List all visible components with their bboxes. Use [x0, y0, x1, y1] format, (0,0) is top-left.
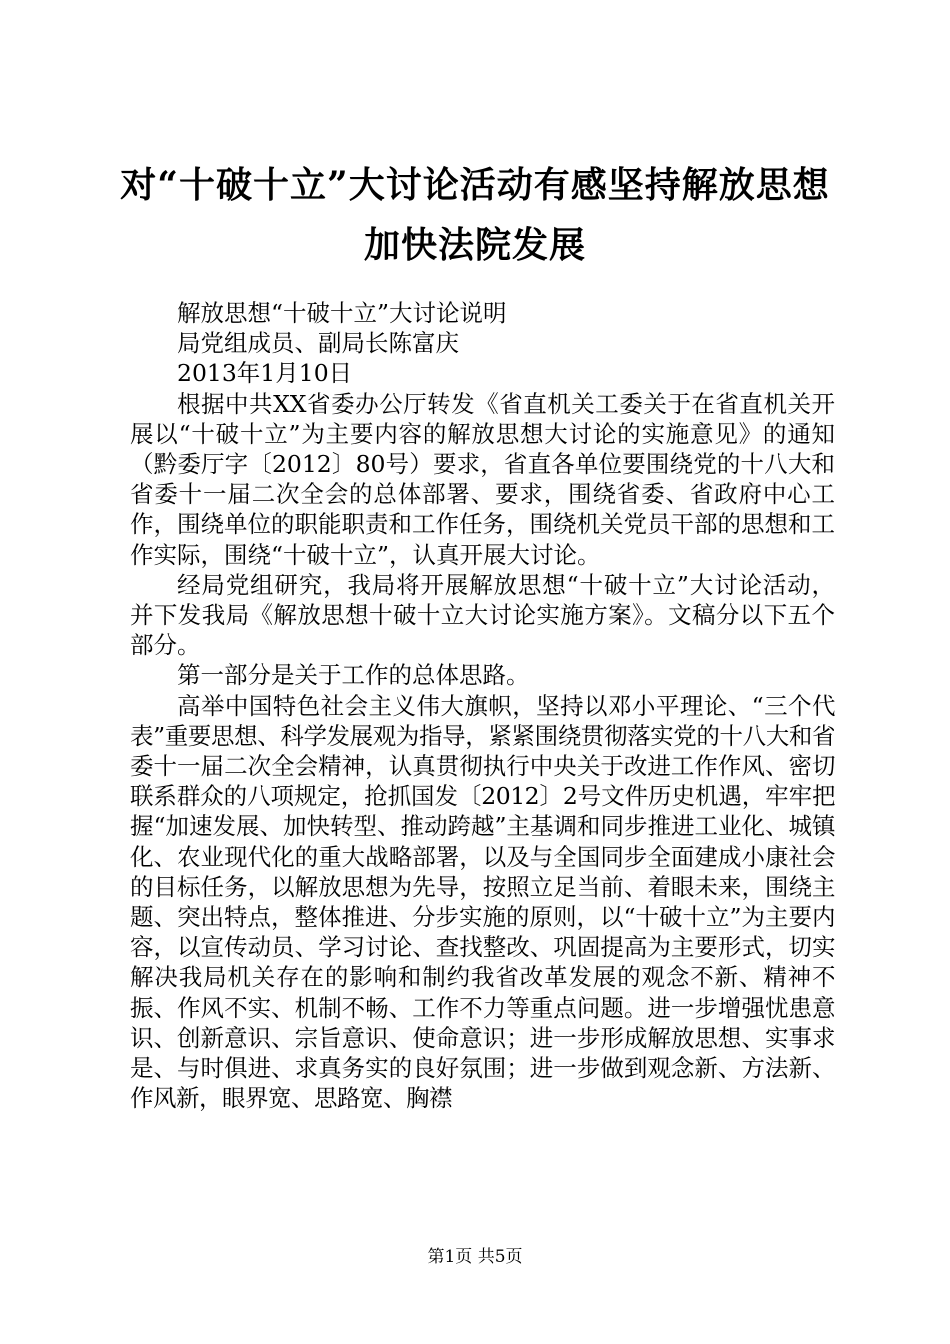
paragraph-subtitle: 解放思想“十破十立”大讨论说明	[177, 299, 507, 327]
paragraph-author: 局党组成员、副局长陈富庆	[177, 329, 459, 358]
paragraph-date: 2013年1月10日	[177, 359, 353, 388]
document-title-line-1: 对“十破十立”大讨论活动有感坚持解放思想	[120, 164, 830, 206]
document-title-line-2: 加快法院发展	[363, 224, 586, 266]
paragraph-overall-approach: 高举中国特色社会主义伟大旗帜，坚持以邓小平理论、“三个代表”重要思想、科学发展观为指导，紧紧围绕贯彻落实党的十八大和省委十一届二次全会精神，认真贯彻执行中央关于改进工作作风、密切联系群众的八项规定，抢抓国发〔2012〕2号文件历史机遇，牢牢把握“加速发展、加快转型、推动跨越”主基调和同步推进工业化、城镇化、农业现代化的重大战略部署，以及与全国同步全面建成小康社会的目标任务，以解放思想为先导，按照立足当前、着眼未来，围绕主题、突出特点，整体推进、分步实施的原则，以“十破十立”为主要内容，以宣传动员、学习讨论、查找整改、巩固提高为主要形式，切实解决我局机关存在的影响和制约我省改革发展的观念不新、精神不振、作风不实、机制不畅、工作不力等重点问题。进一步增强忧患意识、创新意识、宗旨意识、使命意识；进一步形成解放思想、实事求是、与时俱进、求真务实的良好氛围；进一步做到观念新、方法新、作风新，眼界宽、思路宽、胸襟	[130, 691, 835, 1113]
paragraph-part-one-heading: 第一部分是关于工作的总体思路。	[177, 661, 530, 690]
document-body	[130, 298, 835, 1113]
paragraph-background: 根据中共XX省委办公厅转发《省直机关工委关于在省直机关开展以“十破十立”为主要内容的解放思想大讨论的实施意见》的通知（黔委厅字〔2012〕80号）要求，省直各单位要围绕党的十八大和省委十一届二次全会的总体部署、要求，围绕省委、省政府中心工作，围绕单位的职能职责和工作任务，围绕机关党员干部的思想和工作实际，围绕“十破十立”，认真开展大讨论。	[130, 389, 835, 569]
page-number-footer: 第1页 共5页	[427, 1247, 523, 1267]
paragraph-activity: 经局党组研究，我局将开展解放思想“十破十立”大讨论活动，并下发我局《解放思想十破十立大讨论实施方案》。文稿分以下五个部分。	[130, 570, 835, 660]
